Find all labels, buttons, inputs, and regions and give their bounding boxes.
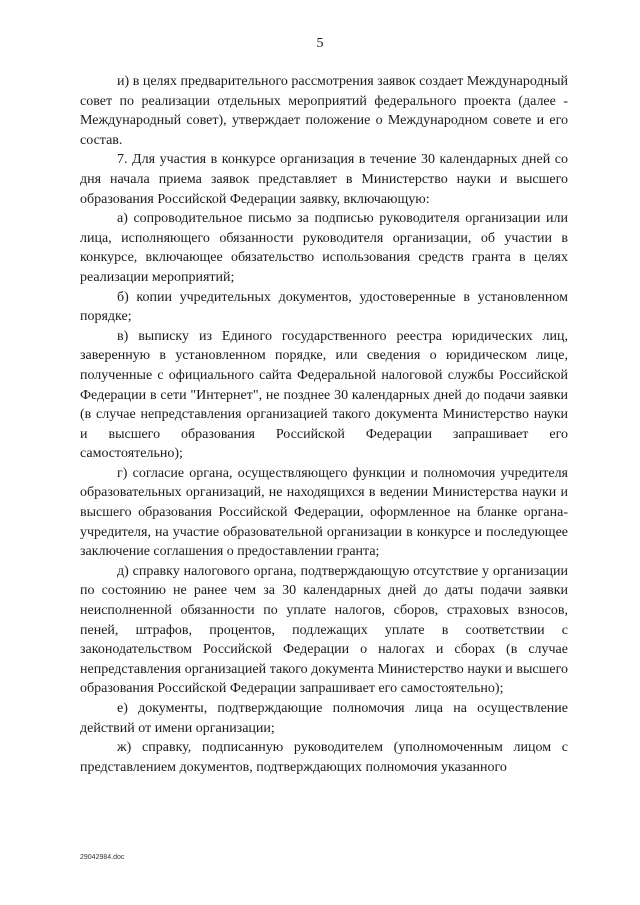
paragraph-d: д) справку налогового органа, подтверждающую отсутствие у организации по состоянию не ранее чем за 30 календарных дней до даты подачи заявки неисполненной обязанности по уплате налогов, сборов, страховых взносов, пеней, штрафов, процентов, подлежащих уплате в соответствии с законодательством Российской Федерации о налогах и сборах (в случае непредставления организацией такого документа Министерство науки и высшего образования Российской Федерации запрашивает его самостоятельно); <box>80 563 568 697</box>
document-body <box>80 72 568 777</box>
paragraph-i: и) в целях предварительного рассмотрения заявок создает Международный совет по реализации отдельных мероприятий федерального проекта (далее - Международный совет), утверждает положение о Международном совете и его состав. <box>80 74 568 148</box>
paragraph-e: е) документы, подтверждающие полномочия лица на осуществление действий от имени организации; <box>80 701 568 736</box>
footer-doc-code: 29042984.doc <box>80 854 125 861</box>
paragraph-v: в) выписку из Единого государственного реестра юридических лиц, заверенную в установленном порядке, или сведения о юридическом лице, полученные с официального сайта Федеральной налоговой службы Российской Федерации в сети "Интернет", не позднее 30 календарных дней до подачи заявки (в случае непредставления организацией такого документа Министерство науки и высшего образования Российской Федерации запрашивает его самостоятельно); <box>80 328 568 462</box>
paragraph-zh: ж) справку, подписанную руководителем (уполномоченным лицом с представлением документов, подтверждающих полномочия указанного <box>80 740 568 775</box>
paragraph-b: б) копии учредительных документов, удостоверенные в установленном порядке; <box>80 289 568 325</box>
paragraph-g: г) согласие органа, осуществляющего функции и полномочия учредителя образовательных организаций, не находящихся в ведении Министерства науки и высшего образования Российской Федерации, оформленное на бланке органа-учредителя, на участие образовательной организации в конкурсе и последующее заключение соглашения о предоставлении гранта; <box>80 465 568 560</box>
page-number: 5 <box>316 36 324 51</box>
paragraph-7: 7. Для участия в конкурсе организация в течение 30 календарных дней со дня начала приема заявок представляет в Министерство науки и высшего образования Российской Федерации заявку, включающую: <box>80 152 568 207</box>
paragraph-a: а) сопроводительное письмо за подписью руководителя организации или лица, исполняющего обязанности руководителя организации, об участии в конкурсе, включающее обязательство использования средств гранта в целях реализации мероприятий; <box>80 211 568 285</box>
